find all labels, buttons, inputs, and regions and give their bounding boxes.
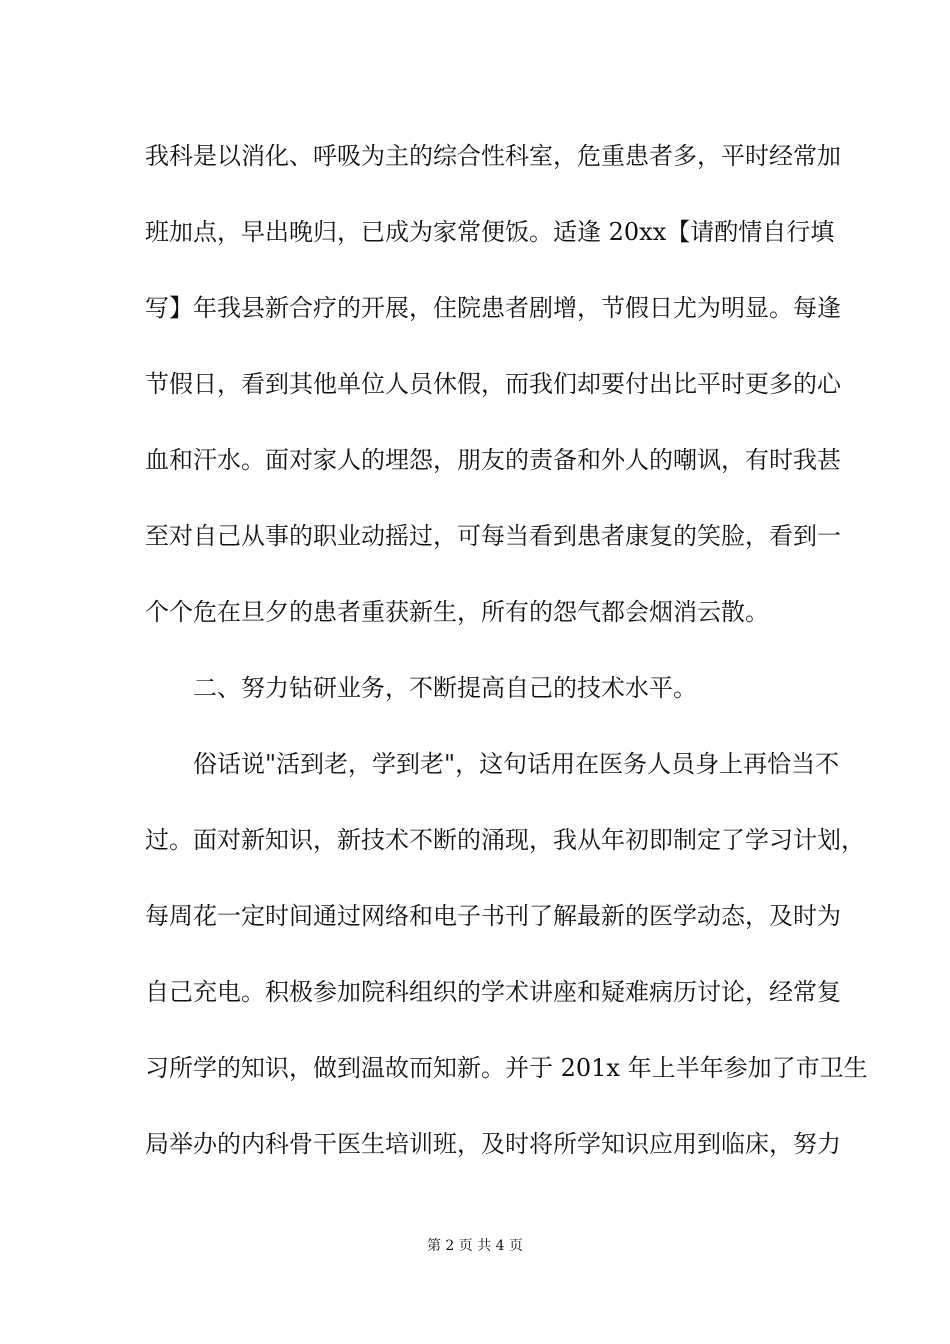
body-text (145, 128, 868, 1192)
text-line: 写】年我县新合疗的开展，住院患者剧增，节假日尤为明显。每逢 (145, 294, 841, 322)
text-line: 班加点，早出晚归，已成为家常便饭。适逢 20xx【请酌情自行填 (145, 218, 835, 246)
text-line: 血和汗水。面对家人的埋怨，朋友的责备和外人的嘲讽，有时我甚 (145, 446, 841, 474)
text-line: 我科是以消化、呼吸为主的综合性科室，危重患者多，平时经常加 (145, 142, 841, 170)
text-line: 习所学的知识，做到温故而知新。并于 201x 年上半年参加了市卫生 (145, 1054, 868, 1082)
section-heading: 二、努力钻研业务，不断提高自己的技术水平。 (193, 674, 697, 702)
text-line: 自己充电。积极参加院科组织的学术讲座和疑难病历讨论，经常复 (145, 978, 841, 1006)
text-line: 俗话说"活到老，学到老"，这句话用在医务人员身上再恰当不 (193, 750, 840, 778)
page-number: 第 2 页 共 4 页 (426, 1238, 524, 1254)
text-line: 过。面对新知识，新技术不断的涌现，我从年初即制定了学习计划， (145, 826, 865, 854)
text-line: 至对自己从事的职业动摇过，可每当看到患者康复的笑脸，看到一 (145, 522, 841, 550)
text-line: 局举办的内科骨干医生培训班，及时将所学知识应用到临床，努力 (145, 1130, 841, 1158)
text-line: 节假日，看到其他单位人员休假，而我们却要付出比平时更多的心 (145, 370, 841, 398)
text-line: 个个危在旦夕的患者重获新生，所有的怨气都会烟消云散。 (145, 598, 769, 626)
page-footer (0, 1236, 950, 1256)
text-line: 每周花一定时间通过网络和电子书刊了解最新的医学动态，及时为 (145, 902, 841, 930)
